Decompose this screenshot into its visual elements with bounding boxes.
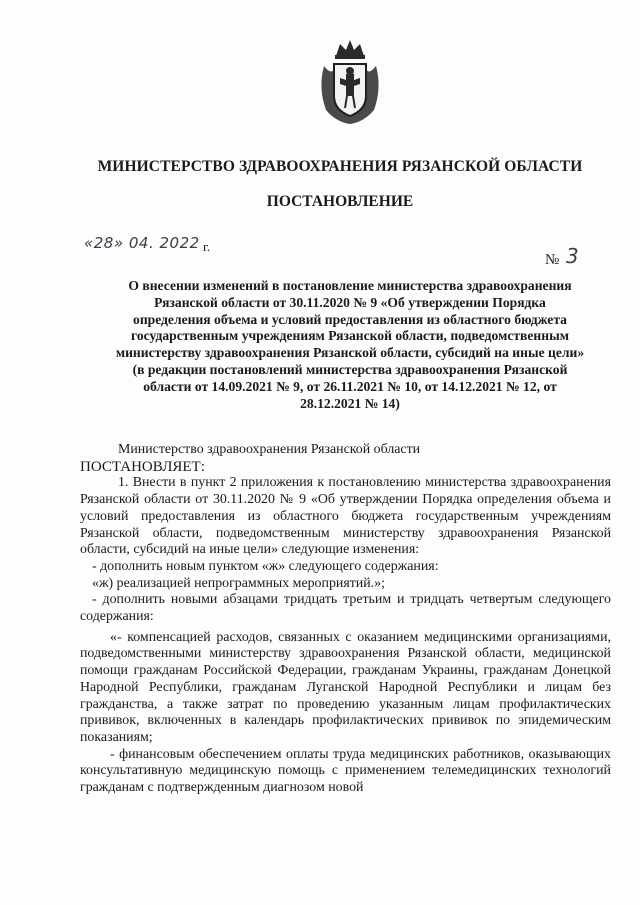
subject-line: государственным учреждениям Рязанской области, подведомственным (131, 328, 569, 344)
paragraph-4: - дополнить новыми абзацами тридцать третьим и тридцать четвертым следующего содержания: (80, 592, 611, 625)
date-suffix: г. (203, 239, 211, 254)
subject-line: 28.12.2021 № 14) (300, 395, 400, 411)
intro-paragraph: Министерство здравоохранения Рязанской области (118, 442, 421, 457)
paragraph-5: «- компенсацией расходов, связанных с оказанием медицинскими организациями, подведомственными министерству здравоохранения Рязанской области, медицинской помощи гражданам Российской Федерации, гражданам Украины, гражданам Донецкой Народной Республики, гражданам Луганской Народной Республики и лицам без гражданства, а также затрат по проведению указанным лицам профилактических прививок, включенных в календарь профилактических прививок по эпидемическим показаниям; (80, 629, 611, 745)
document-type-title: ПОСТАНОВЛЕНИЕ (266, 193, 414, 210)
subject-line: области от 14.09.2021 № 9, от 26.11.2021 № 10, от 14.12.2021 № 12, от (143, 378, 557, 394)
subject-line: О внесении изменений в постановление министерства здравоохранения (128, 278, 572, 293)
number-label: № (545, 252, 560, 268)
coat-of-arms-icon (316, 38, 384, 126)
subject-line: (в редакции постановлений министерства здравоохранения Рязанской (132, 361, 568, 377)
handwritten-date: «28» 04. 2022 (84, 234, 200, 252)
document-body (80, 442, 611, 797)
paragraph-6: - финансовым обеспечением оплаты труда медицинских работников, оказывающих консультативную медицинскую помощь с применением телемедицинских технологий гражданам с подтвержденным диагнозом новой (80, 746, 611, 796)
subject-line: определения объема и условий предоставления из областного бюджета (133, 311, 567, 327)
ministry-title: МИНИСТЕРСТВО ЗДРАВООХРАНЕНИЯ РЯЗАНСКОЙ ОБЛАСТИ (97, 158, 583, 175)
subject-line: Рязанской области от 30.11.2020 № 9 «Об утверждении Порядка (154, 294, 546, 310)
subject-line: министерству здравоохранения Рязанской области, субсидий на иные цели» (115, 345, 585, 361)
handwritten-number: 3 (566, 244, 579, 268)
paragraph-2: - дополнить новым пунктом «ж» следующего содержания: (92, 558, 439, 574)
document-subject (80, 278, 620, 412)
decree-word: ПОСТАНОВЛЯЕТ: (80, 458, 205, 475)
paragraph-1: 1. Внести в пункт 2 приложения к постановлению министерства здравоохранения Рязанской области от 30.11.2020 № 9 «Об утверждении Порядка определения объема и условий предоставления из областного бюджета государственным учреждениям Рязанской области, подведомственным министерству здравоохранения Рязанской области, субсидий на иные цели» следующие изменения: (80, 475, 611, 558)
paragraph-3: «ж) реализацией непрограммных мероприятий.»; (92, 575, 385, 591)
